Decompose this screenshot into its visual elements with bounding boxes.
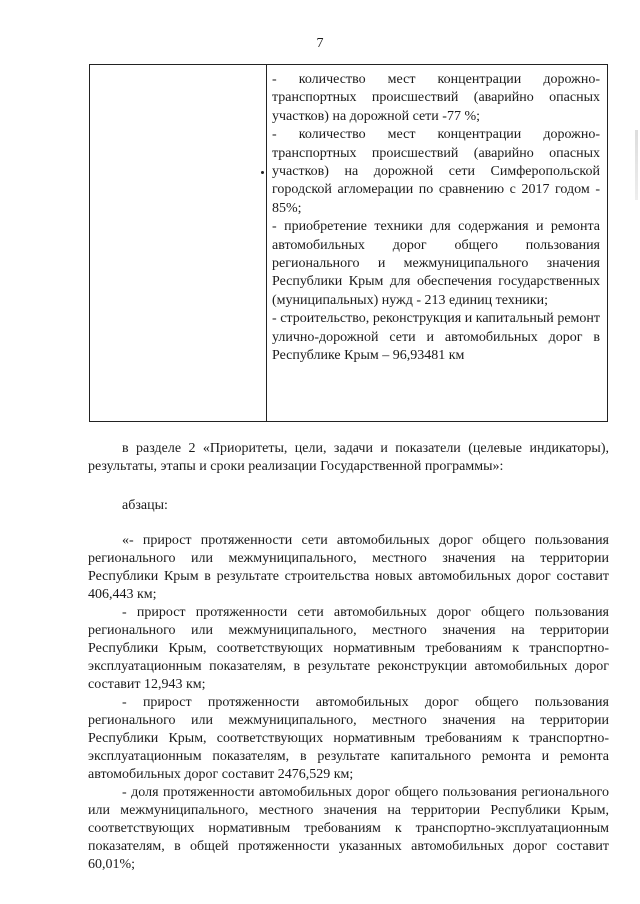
table-item: - количество мест концентрации дорожно-транспортных происшествий (аварийно опасных участков) на дорожной сети -77 %; (272, 72, 600, 124)
table-item: - приобретение техники для содержания и ремонта автомобильных дорог общего пользования регионального и межмуниципального значения Республики Крым для обеспечения государственных (муниципальных) нужд - 213 единиц техники; (272, 219, 600, 308)
page-number: 7 (316, 36, 324, 51)
body-paragraph: «- прирост протяженности сети автомобильных дорог общего пользования регионального или межмуниципального, местного значения на территории Республики Крым в результате строительства новых автомобильных дорог составит 406,443 км; (88, 533, 609, 602)
body-paragraph: - доля протяженности автомобильных дорог общего пользования регионального или межмуниципального, местного значения на территории Республики Крым, соответствующих нормативным требованиям к транспортно-эксплуатационным показателям, в общей протяженности указанных автомобильных дорог составит 60,01%; (88, 785, 609, 872)
quoted-paragraphs (88, 532, 609, 874)
table-item: - количество мест концентрации дорожно-транспортных происшествий (аварийно опасных участков) на дорожной сети Симферопольской городской агломерации по сравнению с 2017 годом - 85%; (272, 127, 600, 216)
section-intro (88, 440, 609, 476)
abzacy-label: абзацы: (122, 498, 168, 513)
indicators-table (89, 64, 608, 422)
body-paragraph: - прирост протяженности автомобильных дорог общего пользования регионального или межмуниципального, местного значения на территории Республики Крым, соответствующих нормативным требованиям к транспортно-эксплуатационным показателям, в результате капитального ремонта и ремонта автомобильных дорог составит 2476,529 км; (88, 695, 609, 782)
intro-paragraph: в разделе 2 «Приоритеты, цели, задачи и показатели (целевые индикаторы), результаты, этапы и сроки реализации Государственной программы»: (88, 441, 609, 474)
scan-dot (261, 171, 264, 174)
scan-edge-mark (635, 130, 638, 200)
table-left-cell (90, 65, 267, 421)
body-paragraph: - прирост протяженности сети автомобильных дорог общего пользования регионального или межмуниципального, местного значения на территории Республики Крым, соответствующих нормативным требованиям к транспортно-эксплуатационным показателям, в результате реконструкции автомобильных дорог составит 12,943 км; (88, 605, 609, 692)
abzacy-label-block (88, 497, 609, 515)
table-right-cell (272, 71, 600, 366)
table-item: - строительство, реконструкция и капитальный ремонт улично-дорожной сети и автомобильных дорог в Республике Крым – 96,93481 км (272, 311, 600, 364)
